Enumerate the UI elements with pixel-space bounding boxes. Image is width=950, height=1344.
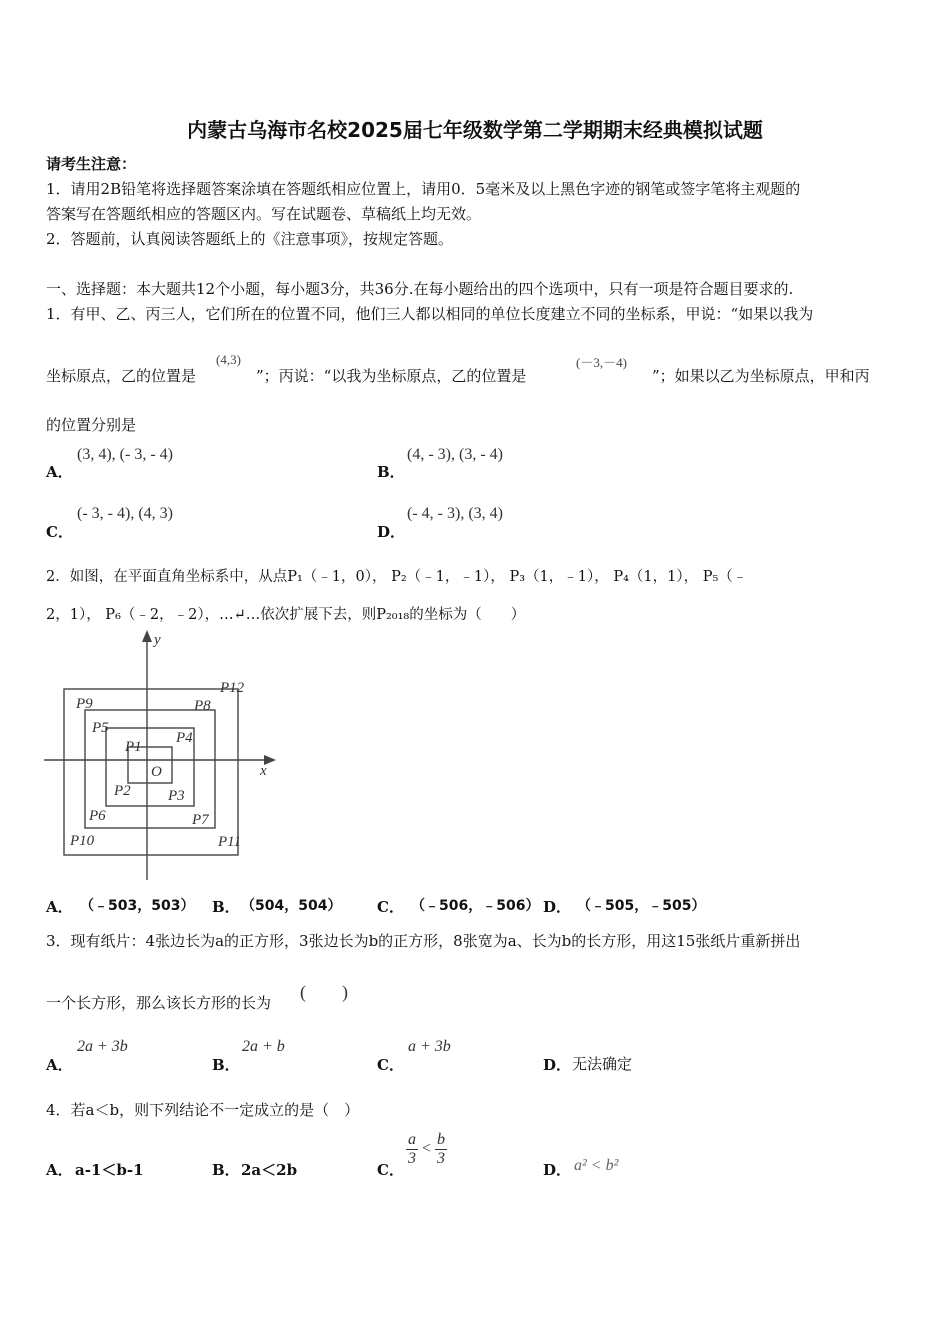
- option-value[interactable]: （﹣503，503）: [80, 898, 195, 914]
- q4-stem: 4．若a＜b，则下列结论不一定成立的是（ ）: [46, 1101, 360, 1119]
- y-axis-label: y: [154, 632, 161, 648]
- point-label: P5: [92, 720, 109, 736]
- option-label: D．: [543, 898, 572, 916]
- point-label: P8: [194, 698, 211, 714]
- notice-line: 答案写在答题纸相应的答题区内。写在试题卷、草稿纸上均无效。: [46, 205, 482, 223]
- q1-stem: ”；丙说：“以我为坐标原点，乙的位置是: [256, 367, 527, 385]
- q1-stem: 的位置分别是: [46, 416, 137, 434]
- point-label: P3: [168, 788, 185, 804]
- q1-stem: 坐标原点，乙的位置是: [46, 367, 197, 385]
- point-label: P10: [70, 833, 95, 849]
- fraction: [406, 1131, 418, 1168]
- q2-stem: 2．如图，在平面直角坐标系中，从点P₁（﹣1，0）， P₂（﹣1，﹣1）， P₃（1，﹣1）， P₄（1，1）， P₅（﹣: [46, 569, 748, 585]
- point-label: P4: [176, 730, 193, 746]
- y-axis-arrow-icon: [142, 630, 152, 642]
- x-axis-label: x: [260, 763, 267, 779]
- option-value[interactable]: 2a＜2b: [241, 1161, 298, 1179]
- option-label: A．: [46, 1161, 73, 1179]
- option-value[interactable]: （504，504）: [241, 898, 342, 914]
- notice-line: 1．请用2B铅笔将选择题答案涂填在答题纸相应位置上，请用0．5毫米及以上黑色字迹的钢笔或签字笔将主观题的: [46, 180, 801, 198]
- option-label: C．: [46, 523, 73, 541]
- option-label: A．: [46, 463, 73, 481]
- point-label: P7: [192, 812, 209, 828]
- less-than-sign: <: [422, 1140, 432, 1158]
- point-label: P6: [89, 808, 106, 824]
- page-title: 内蒙古乌海市名校2025届七年级数学第二学期期末经典模拟试题: [187, 118, 763, 142]
- option-label: D．: [377, 523, 406, 541]
- numerator: b: [437, 1131, 446, 1148]
- option-value[interactable]: (4, - 3), (3, - 4): [407, 446, 503, 463]
- q1-stem: 1．有甲、乙、丙三人，它们所在的位置不同，他们三人都以相同的单位长度建立不同的坐标系，甲说：“如果以我为: [46, 305, 814, 323]
- option-label: C．: [377, 1161, 404, 1179]
- option-value[interactable]: a² < b²: [574, 1157, 619, 1174]
- q1-coord: (4,3): [216, 352, 241, 367]
- denominator: 3: [408, 1150, 416, 1167]
- q3-stem: 一个长方形，那么该长方形的长为: [46, 994, 272, 1012]
- denominator: 3: [437, 1150, 446, 1167]
- q1-stem: ”；如果以乙为坐标原点，甲和丙: [652, 367, 870, 385]
- point-label: P11: [218, 834, 242, 850]
- point-label: P9: [76, 696, 93, 712]
- option-label: C．: [377, 1056, 404, 1074]
- option-value[interactable]: 2a + b: [242, 1038, 285, 1055]
- option-label: C．: [377, 898, 404, 916]
- option-value[interactable]: a + 3b: [408, 1038, 451, 1055]
- q3-blank: ( ): [300, 982, 348, 1002]
- option-value[interactable]: （﹣505，﹣505）: [577, 898, 706, 914]
- section-heading: 一、选择题：本大题共12个小题，每小题3分，共36分.在每小题给出的四个选项中，只有一项是符合题目要求的.: [46, 280, 794, 298]
- option-value[interactable]: (- 4, - 3), (3, 4): [407, 505, 503, 522]
- option-value[interactable]: 2a + 3b: [77, 1038, 128, 1055]
- option-value[interactable]: (3, 4), (- 3, - 4): [77, 446, 173, 463]
- option-label: D．: [543, 1161, 572, 1179]
- option-value[interactable]: 无法确定: [572, 1055, 633, 1073]
- origin-label: O: [151, 764, 162, 780]
- option-label: B．: [212, 1056, 240, 1074]
- option-value[interactable]: （﹣506，﹣506）: [411, 898, 540, 914]
- point-label: P1: [125, 739, 142, 755]
- fraction: [435, 1131, 447, 1168]
- option-value[interactable]: (- 3, - 4), (4, 3): [77, 505, 173, 522]
- point-label: P2: [114, 783, 131, 799]
- option-label: B．: [377, 463, 405, 481]
- q3-stem: 3．现有纸片：4张边长为a的正方形，3张边长为b的正方形，8张宽为a、长为b的长方形，用这15张纸片重新拼出: [46, 932, 801, 950]
- q1-coord: (－3,－4): [576, 355, 627, 370]
- numerator: a: [408, 1131, 416, 1148]
- option-label: B．: [212, 1161, 240, 1179]
- option-label: A．: [46, 1056, 73, 1074]
- spiral-coordinate-figure: [44, 630, 280, 880]
- option-label: A．: [46, 898, 73, 916]
- notice-heading: 请考生注意：: [46, 155, 137, 173]
- point-label: P12: [220, 680, 245, 696]
- notice-line: 2．答题前，认真阅读答题纸上的《注意事项》，按规定答题。: [46, 230, 454, 248]
- option-value[interactable]: a-1＜b-1: [75, 1161, 144, 1179]
- option-label: B．: [212, 898, 240, 916]
- q2-stem: 2，1）， P₆（﹣2，﹣2），…↵…依次扩展下去，则P₂₀₁₈的坐标为（ ）: [46, 607, 526, 623]
- option-label: D．: [543, 1056, 572, 1074]
- option-value[interactable]: [406, 1131, 447, 1168]
